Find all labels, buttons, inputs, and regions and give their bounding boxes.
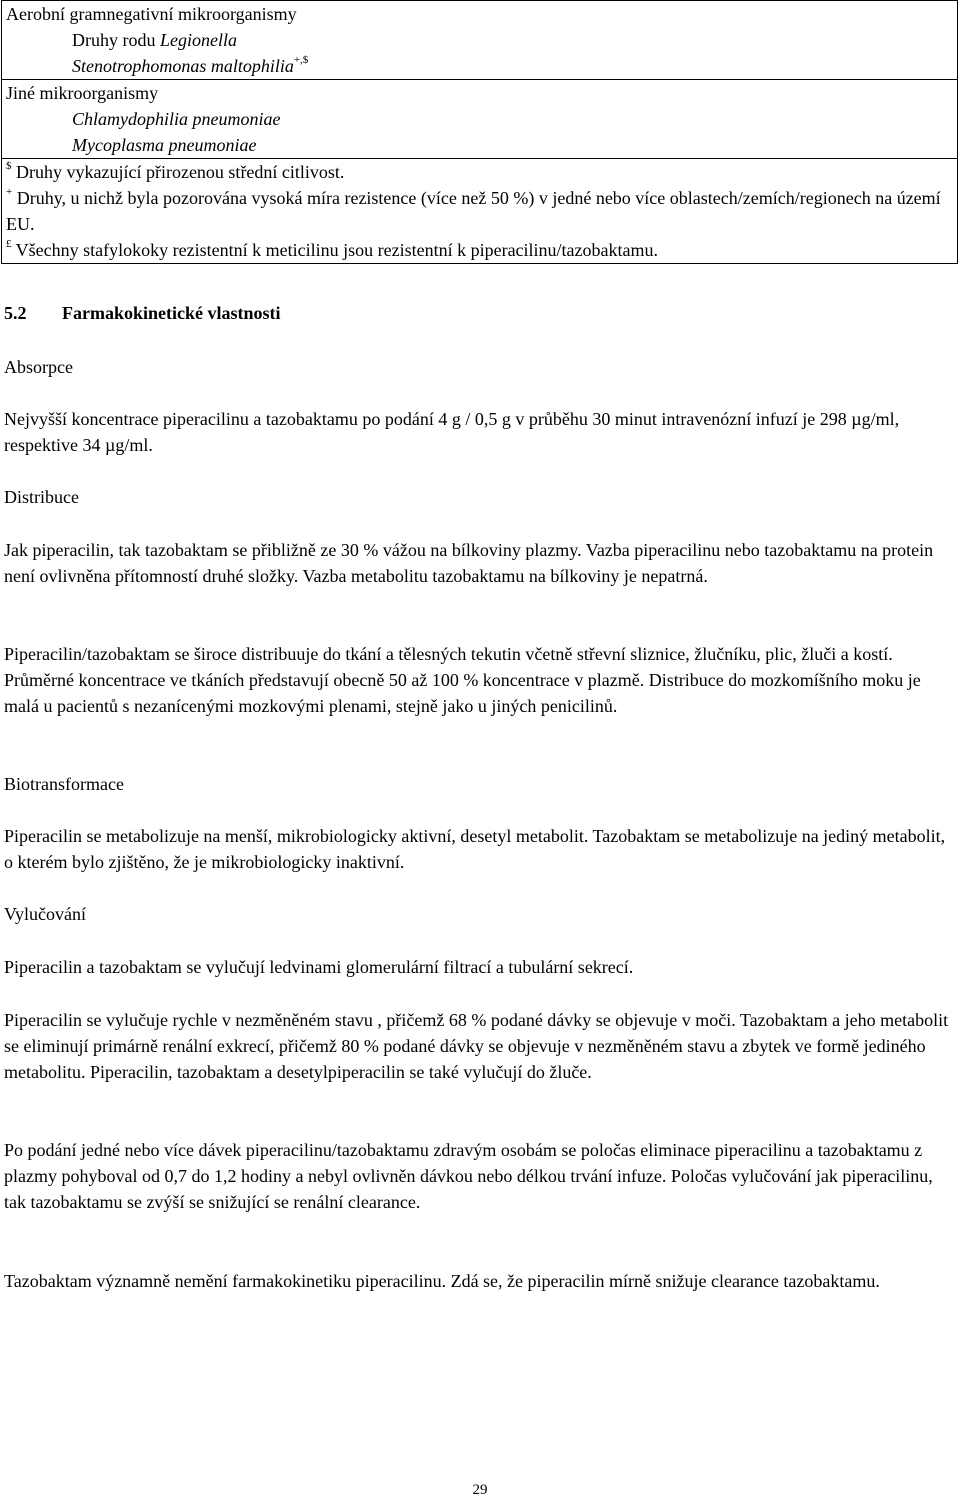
table-row	[2, 1, 958, 80]
paragraph-biotransformace: Piperacilin se metabolizuje na menší, mikrobiologicky aktivní, desetyl metabolit. Tazobaktam se metabolizuje na jediný metabolit, o kterém bylo zjištěno, že je mikrobiologicky inaktivní.	[4, 826, 946, 872]
footnote-text: Druhy vykazující přirozenou střední citlivost.	[11, 162, 345, 182]
paragraph-absorpce: Nejvyšší koncentrace piperacilinu a tazobaktamu po podání 4 g / 0,5 g v průběhu 30 minut intravenózní infuzí je 298 µg/ml, respektive 34 µg/ml.	[4, 409, 900, 455]
paragraph-vylucovani-2: Piperacilin se vylučuje rychle v nezměněném stavu , přičemž 68 % podané dávky se objevuje v moči. Tazobaktam a jeho metabolit se eliminují primárně renální exkrecí, přičemž 80 % podané dávky se objevuje v nezměněném stavu a zbytek ve formě jediného metabolitu. Piperacilin, tazobaktam a desetylpiperacilin se také vylučují do žluče.	[4, 1010, 949, 1082]
table-cell	[2, 1, 958, 80]
table-row	[2, 159, 958, 264]
table-cell	[2, 80, 958, 159]
footnote-marker: +,$	[293, 54, 309, 66]
paragraph-distribuce-1: Jak piperacilin, tak tazobaktam se přibližně ze 30 % vážou na bílkoviny plazmy. Vazba piperacilinu nebo tazobaktamu na protein není ovlivněna přítomností druhé složky. Vazba metabolitu tazobaktamu na bílkoviny je nepatrná.	[4, 540, 934, 586]
group-heading-other: Jiné mikroorganismy	[6, 83, 159, 103]
organism-genus: Legionella	[160, 30, 237, 50]
section-number: 5.2	[4, 303, 27, 323]
subheading-distribuce: Distribuce	[4, 487, 79, 507]
organism-prefix: Druhy rodu	[72, 30, 156, 50]
footnote-text: Všechny stafylokoky rezistentní k meticilinu jsou rezistentní k piperacilinu/tazobaktamu.	[11, 240, 659, 260]
organism-mycoplasma: Mycoplasma pneumoniae	[72, 135, 257, 155]
footnote-symbol: $	[6, 160, 12, 172]
footnote-3	[6, 237, 957, 263]
page-number: 29	[472, 1482, 488, 1498]
group-heading-aerobic: Aerobní gramnegativní mikroorganismy	[6, 4, 297, 24]
section-title: Farmakokinetické vlastnosti	[62, 303, 281, 323]
susceptibility-table	[1, 0, 958, 264]
footnote-2	[6, 185, 957, 237]
section-heading	[4, 300, 958, 326]
organism-chlamydophilia: Chlamydophilia pneumoniae	[72, 109, 281, 129]
table-cell-footnotes	[2, 159, 958, 264]
paragraph-vylucovani-1: Piperacilin a tazobaktam se vylučují ledvinami glomerulární filtrací a tubulární sekrecí.	[4, 957, 634, 977]
organism-legionella	[6, 27, 957, 53]
subheading-vylucovani: Vylučování	[4, 904, 86, 924]
table-row	[2, 80, 958, 159]
footnote-symbol: £	[6, 238, 12, 250]
footnote-symbol: +	[6, 186, 13, 198]
paragraph-vylucovani-4: Tazobaktam významně nemění farmakokinetiku piperacilinu. Zdá se, že piperacilin mírně snižuje clearance tazobaktamu.	[4, 1271, 880, 1291]
paragraph-vylucovani-3: Po podání jedné nebo více dávek piperacilinu/tazobaktamu zdravým osobám se poločas eliminace piperacilinu a tazobaktamu z plazmy pohyboval od 0,7 do 1,2 hodiny a nebyl ovlivněn dávkou nebo délkou trvání infuze. Poločas vylučování jak piperacilinu, tak tazobaktamu se zvýší se snižující se renální clearance.	[4, 1140, 933, 1212]
paragraph-distribuce-2: Piperacilin/tazobaktam se široce distribuuje do tkání a tělesných tekutin včetně střevní sliznice, žlučníku, plic, žluči a kostí. Průměrné koncentrace ve tkáních představují obecně 50 až 100 % koncentrace v plazmě. Distribuce do mozkomíšního moku je malá u pacientů s nezanícenými mozkovými plenami, stejně jako u jiných penicilinů.	[4, 644, 921, 716]
footnote-1	[6, 159, 957, 185]
organism-name: Stenotrophomonas maltophilia	[72, 56, 294, 76]
subheading-absorpce: Absorpce	[4, 357, 73, 377]
subheading-biotransformace: Biotransformace	[4, 774, 124, 794]
footnote-text: Druhy, u nichž byla pozorována vysoká míra rezistence (více než 50 %) v jedné nebo více oblastech/zemích/regionech na území EU.	[6, 188, 941, 234]
organism-stenotrophomonas	[6, 53, 957, 79]
